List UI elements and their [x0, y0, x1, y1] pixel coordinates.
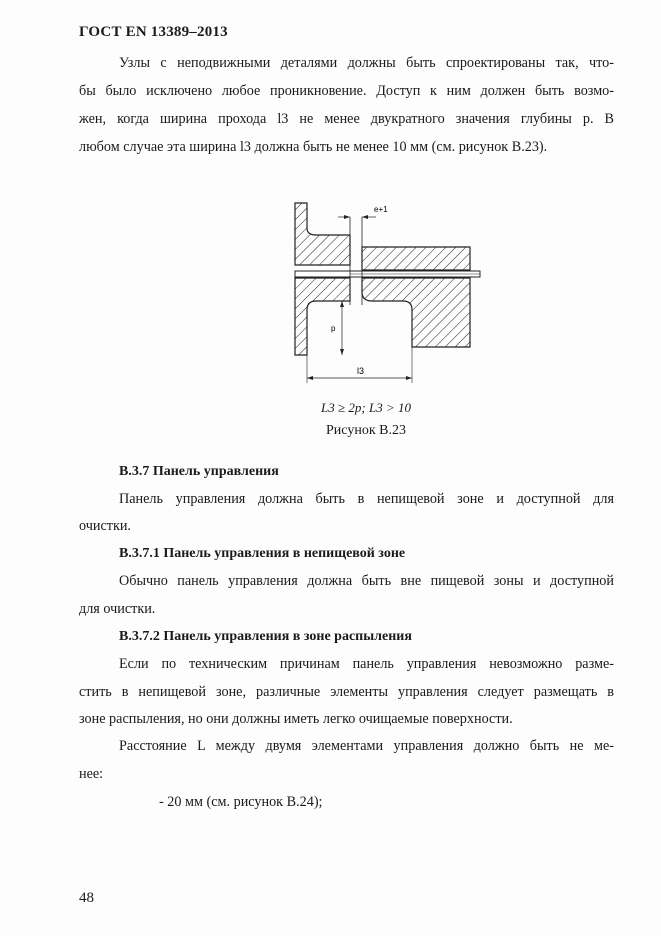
- section-b372-line-4: Расстояние L между двумя элементами управления должно быть не ме-: [119, 738, 614, 754]
- dim-l3-arrowhead-left: [307, 376, 313, 380]
- dim-e-arrowhead-right: [362, 215, 368, 219]
- section-b37-line-1: Панель управления должна быть в непищевой зоне и доступной для: [119, 491, 614, 507]
- paragraph-1-line-4: любом случае эта ширина l3 должна быть не менее 10 мм (см. рисунок В.23).: [79, 139, 548, 155]
- section-b371-heading: В.3.7.1 Панель управления в непищевой зоне: [119, 546, 406, 561]
- figure-b23-drawing: [280, 195, 490, 390]
- figure-formula: L3 ≥ 2p; L3 > 10: [321, 400, 411, 415]
- section-b37-heading: B.3.7 Панель управления: [119, 464, 279, 479]
- dim-e-label: e+1: [374, 205, 388, 214]
- right-upper-block: [362, 247, 470, 270]
- section-b372-heading: В.3.7.2 Панель управления в зоне распыления: [119, 629, 412, 644]
- dim-l3-arrowhead-right: [406, 376, 412, 380]
- paragraph-1-line-2: бы было исключено любое проникновение. Доступ к ним должен быть возмо-: [79, 83, 614, 99]
- section-b371-line-2: для очистки.: [79, 601, 156, 617]
- dim-l3-label: l3: [357, 366, 365, 376]
- list-item-20mm: - 20 мм (см. рисунок В.24);: [159, 794, 323, 810]
- figure-caption: Рисунок В.23: [326, 423, 406, 438]
- page-number: 48: [79, 890, 94, 906]
- section-b371-line-1: Обычно панель управления должна быть вне пищевой зоны и доступной: [119, 573, 614, 589]
- right-lower-block: [362, 278, 470, 347]
- paragraph-1-line-1: Узлы с неподвижными деталями должны быть спроектированы так, что-: [119, 55, 614, 71]
- dim-p-arrowhead-top: [340, 301, 344, 307]
- section-b372-line-2: стить в непищевой зоне, различные элементы управления следует размещать в: [79, 684, 614, 700]
- section-b372-line-3: зоне распыления, но они должны иметь легко очищаемые поверхности.: [79, 711, 513, 727]
- page-header: ГОСТ EN 13389–2013: [79, 24, 228, 40]
- section-b372-line-5: нее:: [79, 766, 104, 782]
- left-upper-block: [295, 203, 350, 265]
- dim-e-arrowhead-left: [344, 215, 350, 219]
- dim-p-label: p: [331, 324, 336, 333]
- section-b37-line-2: очистки.: [79, 518, 131, 534]
- paragraph-1-line-3: жен, когда ширина прохода l3 не менее двукратного значения глубины p. В: [79, 111, 614, 127]
- section-b372-line-1: Если по техническим причинам панель управления невозможно разме-: [119, 656, 614, 672]
- dim-p-arrowhead-bottom: [340, 349, 344, 355]
